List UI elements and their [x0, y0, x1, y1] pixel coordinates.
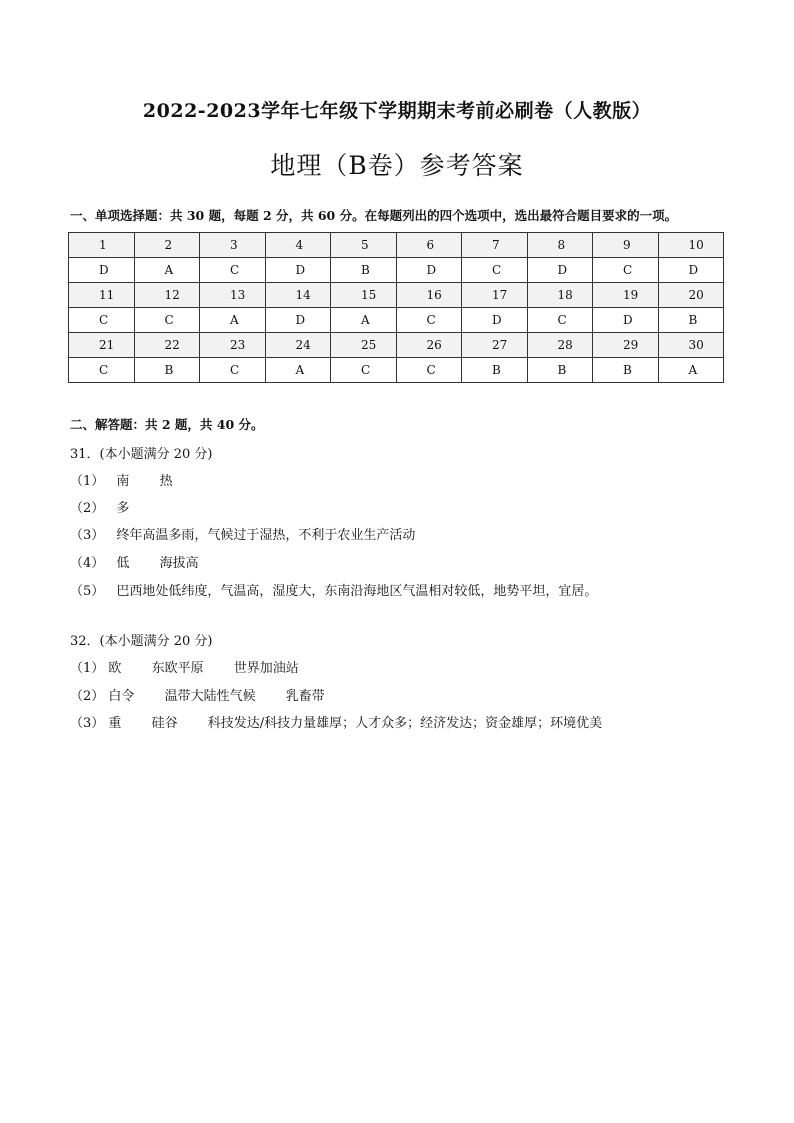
answer-cell: D [265, 308, 331, 333]
q31-answer-3 [70, 524, 415, 543]
question-number-cell: 29 [593, 333, 659, 358]
question-number-cell: 15 [331, 283, 397, 308]
q31-answer-5 [70, 580, 597, 599]
answer-cell: C [396, 358, 462, 383]
answer-cell: C [593, 258, 659, 283]
question-number-cell: 26 [396, 333, 462, 358]
question-number-cell: 8 [527, 233, 593, 258]
question-number-cell: 20 [658, 283, 724, 308]
answer-cell: C [331, 358, 397, 383]
answer-cell: D [658, 258, 724, 283]
q32-answer-1 [70, 657, 299, 676]
document-title: 2022-2023学年七年级下学期期末考前必刷卷（人教版） [142, 100, 652, 122]
question-number-row [69, 283, 724, 308]
q31-item-1-no: （1） [70, 474, 105, 489]
q32-item-3-no: （3） [70, 716, 105, 731]
q31-answer-2 [70, 497, 129, 516]
answer-cell: D [396, 258, 462, 283]
answer-cell: B [331, 258, 397, 283]
q32-item-2-part-2: 温带大陆性气候 [164, 689, 256, 704]
q32-title: 32．(本小题满分 20 分) [70, 634, 213, 649]
question-number-cell: 4 [265, 233, 331, 258]
answer-cell: C [527, 308, 593, 333]
q32-item-3-part-1: 重 [108, 716, 122, 731]
answer-cell: A [134, 258, 200, 283]
q31-item-1-part-2: 热 [159, 474, 173, 489]
answer-cell: A [658, 358, 724, 383]
answer-cell: D [462, 308, 528, 333]
q32-item-2-no: （2） [70, 689, 105, 704]
q31-item-4-part-2: 海拔高 [159, 556, 199, 571]
answer-cell: C [200, 358, 266, 383]
question-number-cell: 7 [462, 233, 528, 258]
q31-item-2-part-1: 多 [116, 501, 130, 516]
question-number-cell: 22 [134, 333, 200, 358]
question-number-cell: 6 [396, 233, 462, 258]
answer-cell: B [658, 308, 724, 333]
answer-cell: D [265, 258, 331, 283]
question-number-cell: 13 [200, 283, 266, 308]
answer-cell: C [200, 258, 266, 283]
answer-cell: D [527, 258, 593, 283]
question-number-cell: 27 [462, 333, 528, 358]
q31-item-3-no: （3） [70, 528, 105, 543]
q32-item-1-part-1: 欧 [108, 661, 122, 676]
q31-item-2-no: （2） [70, 501, 105, 516]
question-number-cell: 3 [200, 233, 266, 258]
q32-item-1-part-3: 世界加油站 [233, 661, 299, 676]
question-number-cell: 5 [331, 233, 397, 258]
question-number-cell: 16 [396, 283, 462, 308]
q31-item-1-part-1: 南 [116, 474, 130, 489]
section2-heading: 二、解答题：共 2 题，共 40 分。 [70, 417, 264, 432]
question-number-cell: 11 [69, 283, 135, 308]
answer-cell: C [69, 358, 135, 383]
question-number-cell: 30 [658, 333, 724, 358]
answer-cell: A [200, 308, 266, 333]
answer-table [68, 232, 724, 383]
q32-item-2-part-3: 乳畜带 [285, 689, 325, 704]
answer-cell: B [593, 358, 659, 383]
q32-item-3-part-3: 科技发达/科技力量雄厚；人才众多；经济发达；资金雄厚；环境优美 [207, 716, 603, 731]
question-number-row [69, 333, 724, 358]
q31-title: 31．(本小题满分 20 分) [70, 447, 213, 462]
answer-cell: C [396, 308, 462, 333]
question-number-cell: 9 [593, 233, 659, 258]
question-number-cell: 23 [200, 333, 266, 358]
answer-row [69, 358, 724, 383]
question-number-cell: 19 [593, 283, 659, 308]
question-number-cell: 10 [658, 233, 724, 258]
answer-row [69, 308, 724, 333]
question-number-cell: 18 [527, 283, 593, 308]
answer-cell: B [462, 358, 528, 383]
q32-item-3-part-2: 硅谷 [151, 716, 178, 731]
answer-cell: A [331, 308, 397, 333]
question-number-cell: 14 [265, 283, 331, 308]
answer-cell: B [134, 358, 200, 383]
question-number-cell: 21 [69, 333, 135, 358]
question-number-row [69, 233, 724, 258]
section1-heading: 一、单项选择题：共 30 题，每题 2 分，共 60 分。在每题列出的四个选项中，选出最符合题目要求的一项。 [70, 208, 678, 223]
answer-cell: D [69, 258, 135, 283]
q31-answer-4 [70, 552, 199, 571]
q32-item-1-no: （1） [70, 661, 105, 676]
question-number-cell: 24 [265, 333, 331, 358]
question-number-cell: 17 [462, 283, 528, 308]
question-number-cell: 1 [69, 233, 135, 258]
q31-item-5-part-1: 巴西地处低纬度，气温高，湿度大，东南沿海地区气温相对较低，地势平坦，宜居。 [116, 584, 598, 599]
answer-cell: D [593, 308, 659, 333]
answer-cell: C [134, 308, 200, 333]
q32-item-2-part-1: 白令 [108, 689, 135, 704]
q31-answer-1 [70, 470, 173, 489]
question-number-cell: 2 [134, 233, 200, 258]
q31-item-4-no: （4） [70, 556, 105, 571]
q32-answer-2 [70, 685, 325, 704]
document-subtitle: 地理（B卷）参考答案 [270, 151, 524, 180]
q31-item-4-part-1: 低 [116, 556, 130, 571]
answer-cell: C [69, 308, 135, 333]
q32-item-1-part-2: 东欧平原 [151, 661, 204, 676]
answer-cell: B [527, 358, 593, 383]
q32-answer-3 [70, 712, 602, 731]
question-number-cell: 25 [331, 333, 397, 358]
q31-item-5-no: （5） [70, 584, 105, 599]
question-number-cell: 28 [527, 333, 593, 358]
answer-cell: C [462, 258, 528, 283]
answer-cell: A [265, 358, 331, 383]
question-number-cell: 12 [134, 283, 200, 308]
q31-item-3-part-1: 终年高温多雨，气候过于湿热，不利于农业生产活动 [116, 528, 416, 543]
answer-row [69, 258, 724, 283]
